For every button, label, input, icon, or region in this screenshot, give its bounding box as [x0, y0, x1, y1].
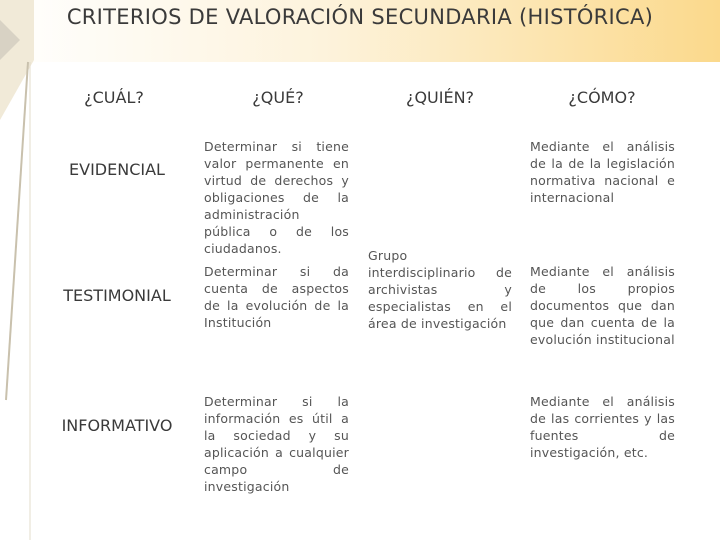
cell-que-testimonial: Determinar si da cuenta de aspectos de la evolución de la Institución [204, 264, 349, 330]
cell-como-evidencial: Mediante el análisis de la de la legislación normativa nacional e internacional [530, 139, 675, 205]
header-como: ¿CÓMO? [568, 88, 636, 107]
cell-quien: Grupo interdisciplinario de archivistas y especialistas en el área de investigación [368, 248, 512, 331]
row-label-testimonial: TESTIMONIAL [63, 286, 171, 305]
cell-como-informativo: Mediante el análisis de las corrientes y las fuentes de investigación, etc. [530, 394, 675, 460]
cell-como-testimonial: Mediante el análisis de los propios documentos que dan que dan cuenta de la evolución institucional [530, 264, 675, 347]
row-label-evidencial: EVIDENCIAL [69, 160, 165, 179]
page-title: CRITERIOS DE VALORACIÓN SECUNDARIA (HISTÓRICA) [66, 5, 654, 29]
cell-que-informativo: Determinar si la información es útil a la sociedad y su aplicación a cualquier campo de investigación [204, 394, 349, 494]
cell-que-evidencial: Determinar si tiene valor permanente en virtud de derechos y obligaciones de la administración pública o de los ciudadanos. [204, 139, 349, 256]
decorative-border [0, 0, 34, 540]
header-quien: ¿QUIÉN? [405, 88, 475, 107]
header-que: ¿QUÉ? [252, 88, 304, 107]
row-label-informativo: INFORMATIVO [61, 416, 173, 435]
header-cual: ¿CUÁL? [84, 88, 144, 107]
